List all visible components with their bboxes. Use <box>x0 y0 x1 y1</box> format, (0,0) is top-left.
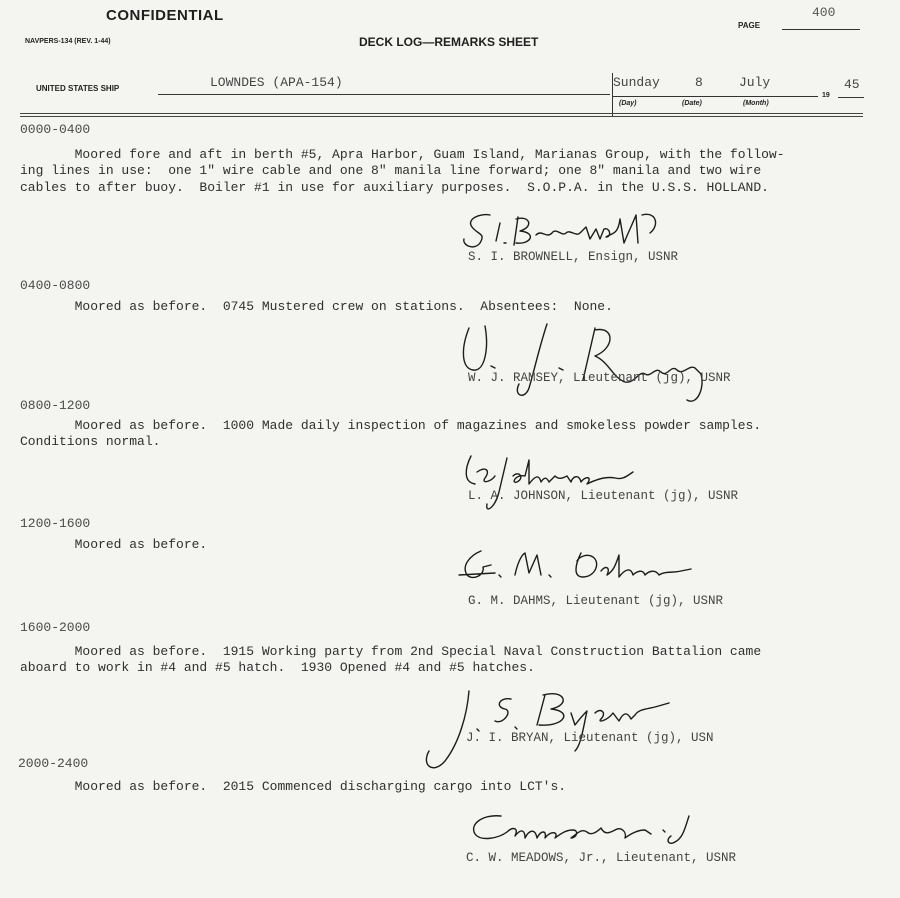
entry-line: Moored as before. 1915 Working party from 2nd Special Naval Construction Battalion came <box>20 644 762 659</box>
ship-label: UNITED STATES SHIP <box>36 84 120 93</box>
watch-time: 0400-0800 <box>20 278 91 293</box>
entry-line: Moored as before. 2015 Commenced discharging cargo into LCT's. <box>20 779 567 794</box>
handwritten-signature <box>455 318 725 413</box>
watch-time: 1600-2000 <box>20 620 91 635</box>
watch-time: 2000-2400 <box>18 756 89 771</box>
signature-name: G. M. DAHMS, Lieutenant (jg), USNR <box>468 594 724 608</box>
watch-time: 0800-1200 <box>20 398 91 413</box>
ship-name-line <box>158 94 610 95</box>
year-value: 45 <box>844 77 860 92</box>
entry-line: aboard to work in #4 and #5 hatch. 1930 Opened #4 and #5 hatches. <box>20 660 535 675</box>
handwritten-signature <box>455 545 705 590</box>
year-prefix: 19 <box>822 92 830 99</box>
handwritten-signature <box>455 448 645 518</box>
day-caption: (Day) <box>619 100 637 107</box>
month-caption: (Month) <box>743 100 769 107</box>
header-rule-double <box>20 116 863 117</box>
page-number-line <box>782 29 860 30</box>
watch-time: 0000-0400 <box>20 122 91 137</box>
page-label: PAGE <box>738 21 761 30</box>
entry-line: ing lines in use: one 1" wire cable and one 8" manila line forward; one 8" manila and two wire <box>20 163 762 178</box>
entry-line: Conditions normal. <box>20 434 161 449</box>
month-value: July <box>739 75 771 90</box>
date-value: 8 <box>695 75 703 90</box>
handwritten-signature <box>415 685 685 775</box>
entry-line: Moored fore and aft in berth #5, Apra Harbor, Guam Island, Marianas Group, with the follow- <box>20 147 785 162</box>
signature-name: L. A. JOHNSON, Lieutenant (jg), USNR <box>468 489 739 503</box>
form-title: DECK LOG—REMARKS SHEET <box>359 35 539 49</box>
classification-heading: CONFIDENTIAL <box>106 7 224 24</box>
signature-name: C. W. MEADOWS, Jr., Lieutenant, USNR <box>466 851 737 865</box>
entry-line: Moored as before. <box>20 537 208 552</box>
header-rule <box>20 113 863 114</box>
signature-name: J. I. BRYAN, Lieutenant (jg), USN <box>466 731 714 745</box>
year-line <box>838 97 864 98</box>
signature-name: W. J. RAMSEY, Lieutenant (jg), USNR <box>468 371 731 385</box>
entry-line: Moored as before. 0745 Mustered crew on stations. Absentees: None. <box>20 299 613 314</box>
day-value: Sunday <box>613 75 660 90</box>
page-number: 400 <box>812 5 836 20</box>
ship-name: LOWNDES (APA-154) <box>210 75 343 90</box>
form-code: NAVPERS-134 (REV. 1-44) <box>25 38 111 45</box>
date-line <box>612 96 818 97</box>
entry-line: Moored as before. 1000 Made daily inspection of magazines and smokeless powder samples. <box>20 418 762 433</box>
entry-line: cables to after buoy. Boiler #1 in use for auxiliary purposes. S.O.P.A. in the U.S.S. HOLLAND. <box>20 180 769 195</box>
signature-name: S. I. BROWNELL, Ensign, USNR <box>468 250 679 264</box>
watch-time: 1200-1600 <box>20 516 91 531</box>
handwritten-signature <box>465 808 715 848</box>
date-caption: (Date) <box>682 100 702 107</box>
handwritten-signature <box>460 205 670 255</box>
